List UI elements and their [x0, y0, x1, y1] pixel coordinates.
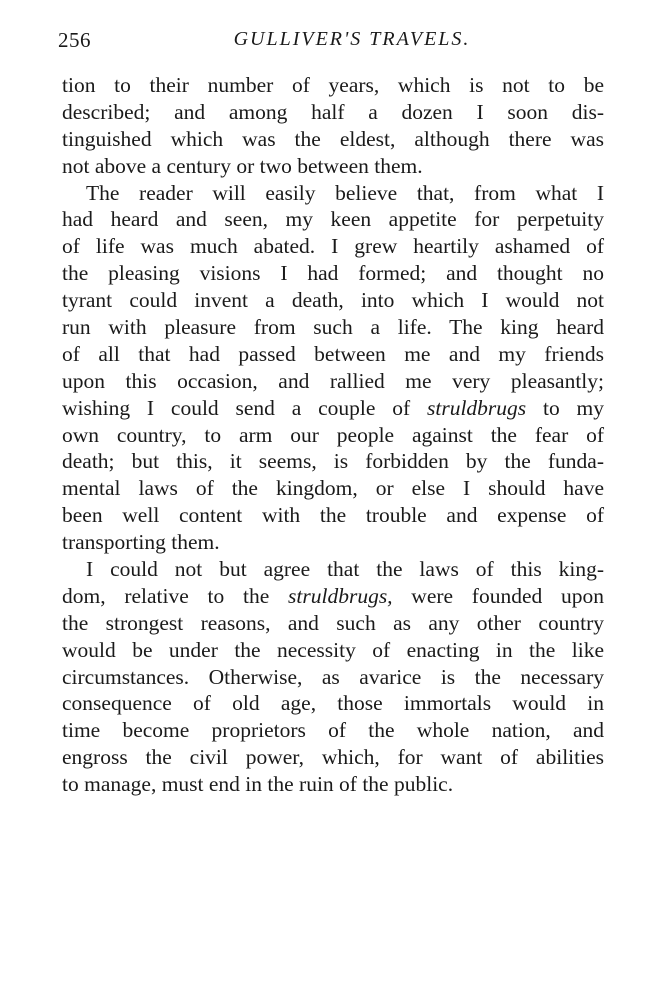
text-line: to manage, must end in the ruin of the public. — [62, 772, 454, 797]
text-line: own country, to arm our people against the fear of — [62, 422, 604, 447]
text-line: upon this occasion, and rallied me very pleasantly; — [62, 368, 604, 393]
text-line: run with pleasure from such a life. The king heard — [62, 315, 604, 340]
paragraph — [62, 556, 604, 798]
paragraph — [62, 72, 604, 180]
text-line: wishing I could send a couple of struldbrugs to my — [62, 395, 605, 420]
text-line: described; and among half a dozen I soon dis- — [62, 99, 604, 124]
text-line: would be under the necessity of enacting in the like — [62, 637, 604, 662]
body-text — [62, 72, 604, 798]
text-line: of life was much abated. I grew heartily ashamed of — [62, 234, 604, 259]
running-head — [58, 28, 606, 58]
italic-term: struldbrugs, — [288, 583, 393, 608]
text-line: time become proprietors of the whole nation, and — [62, 718, 604, 743]
running-title: GULLIVER'S TRAVELS. — [233, 28, 471, 50]
text-line: death; but this, it seems, is forbidden by the funda- — [62, 449, 604, 474]
text-line: tyrant could invent a death, into which I would not — [62, 288, 604, 313]
text-line: not above a century or two between them. — [62, 153, 423, 178]
text-line: I could not but agree that the laws of this king- — [86, 557, 604, 582]
page-number: 256 — [58, 28, 91, 52]
italic-term: struldbrugs — [426, 395, 527, 420]
text-line: mental laws of the kingdom, or else I should have — [62, 476, 604, 501]
text-line: transporting them. — [62, 530, 220, 555]
text-line: had heard and seen, my keen appetite for perpetuity — [62, 207, 604, 232]
text-line: dom, relative to the struldbrugs, were founded upon — [62, 583, 605, 608]
text-line: engross the civil power, which, for want of abilities — [62, 745, 604, 770]
text-line: circumstances. Otherwise, as avarice is the necessary — [62, 664, 604, 689]
text-line: The reader will easily believe that, from what I — [86, 180, 604, 205]
text-line: tion to their number of years, which is not to be — [62, 73, 604, 97]
text-line: tinguished which was the eldest, although there was — [62, 126, 604, 151]
text-line: consequence of old age, those immortals would in — [62, 691, 604, 716]
text-line: been well content with the trouble and expense of — [62, 503, 604, 528]
paragraph — [62, 180, 604, 556]
text-line: the pleasing visions I had formed; and thought no — [62, 261, 604, 286]
text-line: the strongest reasons, and such as any other country — [62, 610, 604, 635]
text-line: of all that had passed between me and my friends — [62, 341, 604, 366]
